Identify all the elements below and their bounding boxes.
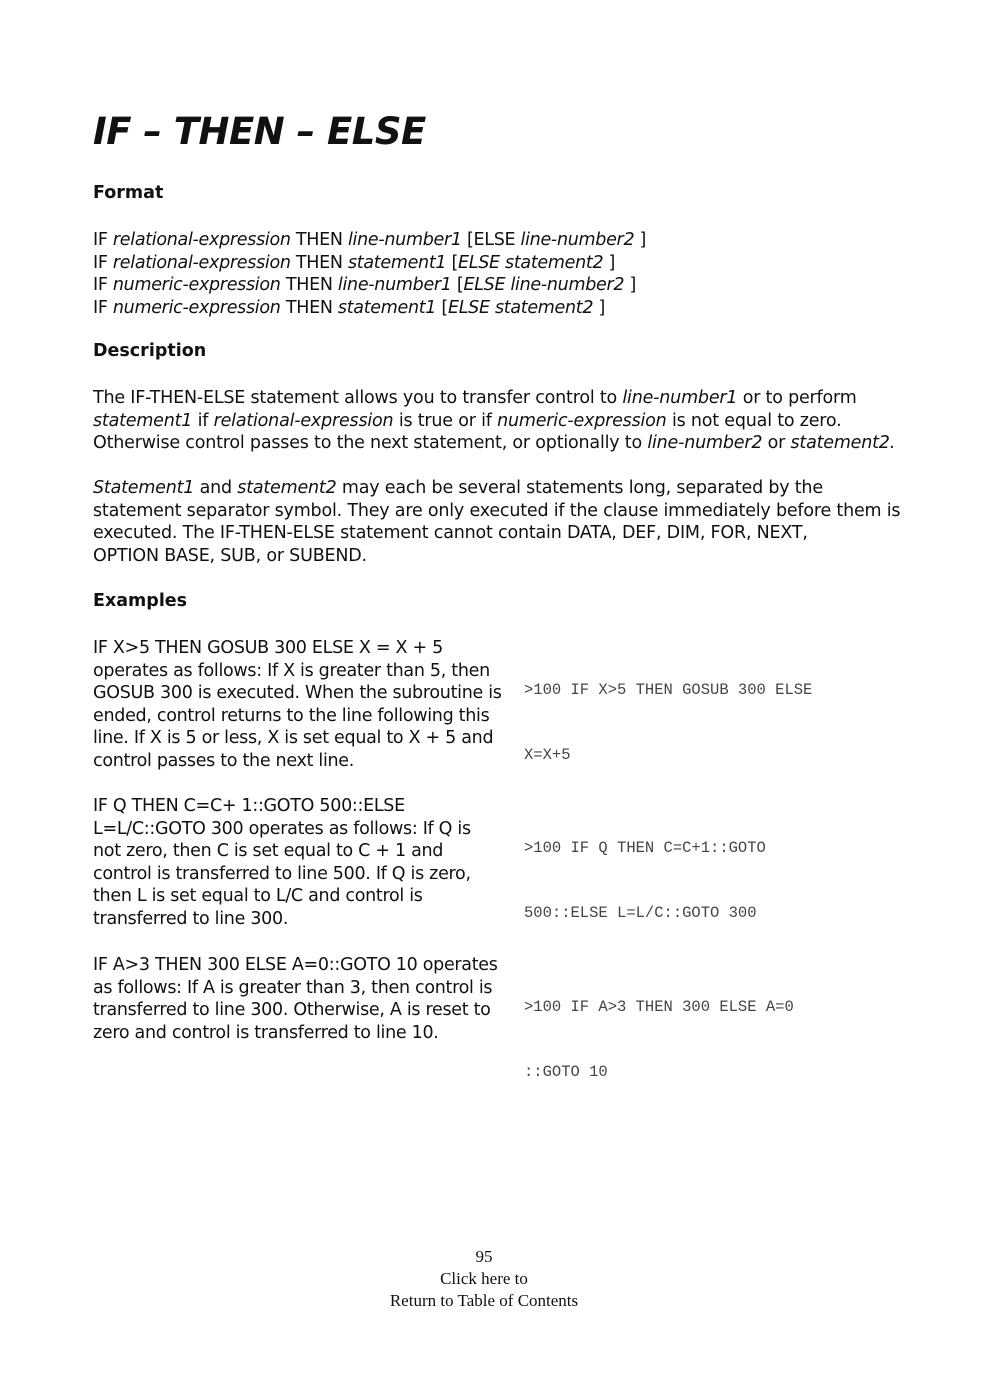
page-footer xyxy=(0,1246,968,1312)
format-line-2: IF relational-expression THEN statement1 [ELSE statement2 ] xyxy=(93,252,616,273)
description-paragraph-2: Statement1 and statement2 may each be several statements long, separated by the statement separator symbol. They are only executed if the clause immediately before them is executed. The IF-THEN-ELSE statement cannot contain DATA, DEF, DIM, FOR, NEXT, OPTION BASE, SUB, or SUBEND. xyxy=(93,478,901,566)
page-title: IF – THEN – ELSE xyxy=(93,110,426,153)
example-2-code: >100 IF Q THEN C=C+1::GOTO 500::ELSE L=L/C::GOTO 300 xyxy=(524,839,766,922)
description-paragraph-1: The IF-THEN-ELSE statement allows you to transfer control to line-number1 or to perform statement1 if relational-expression is true or if numeric-expression is not equal to zero. Otherwise control passes to the next statement, or optionally to line-number2 or statement2. xyxy=(93,388,896,453)
example-2-explanation: IF Q THEN C=C+ 1::GOTO 500::ELSE L=L/C::GOTO 300 operates as follows: If Q is not zero, then C is set equal to C + 1 and control is transferred to line 500. If Q is zero, then L is set equal to L/C and control is transferred to line 300. xyxy=(93,796,471,929)
table-of-contents-link[interactable] xyxy=(0,1268,968,1312)
description-heading: Description xyxy=(93,341,207,361)
toc-link-line-1[interactable]: Click here to xyxy=(440,1269,528,1288)
format-heading: Format xyxy=(93,183,164,203)
example-3-code: >100 IF A>3 THEN 300 ELSE A=0 ::GOTO 10 xyxy=(524,998,794,1081)
format-line-1: IF relational-expression THEN line-number1 [ELSE line-number2 ] xyxy=(93,230,647,250)
examples-heading: Examples xyxy=(93,591,188,611)
format-line-3: IF numeric-expression THEN line-number1 [ELSE line-number2 ] xyxy=(93,275,637,295)
example-1-explanation: IF X>5 THEN GOSUB 300 ELSE X = X + 5 operates as follows: If X is greater than 5, then GOSUB 300 is executed. When the subroutine is ended, control returns to the line following this line. If X is 5 or less, X is set equal to X + 5 and control passes to the next line. xyxy=(93,638,502,771)
format-syntax-block xyxy=(93,229,646,319)
page-number: 95 xyxy=(475,1247,493,1266)
example-3-explanation: IF A>3 THEN 300 ELSE A=0::GOTO 10 operates as follows: If A is greater than 3, then control is transferred to line 300. Otherwise, A is reset to zero and control is transferred to line 10. xyxy=(93,955,498,1043)
toc-link-line-2[interactable]: Return to Table of Contents xyxy=(389,1291,579,1310)
example-1-code: >100 IF X>5 THEN GOSUB 300 ELSE X=X+5 xyxy=(524,681,813,764)
format-line-4: IF numeric-expression THEN statement1 [ELSE statement2 ] xyxy=(93,297,606,318)
